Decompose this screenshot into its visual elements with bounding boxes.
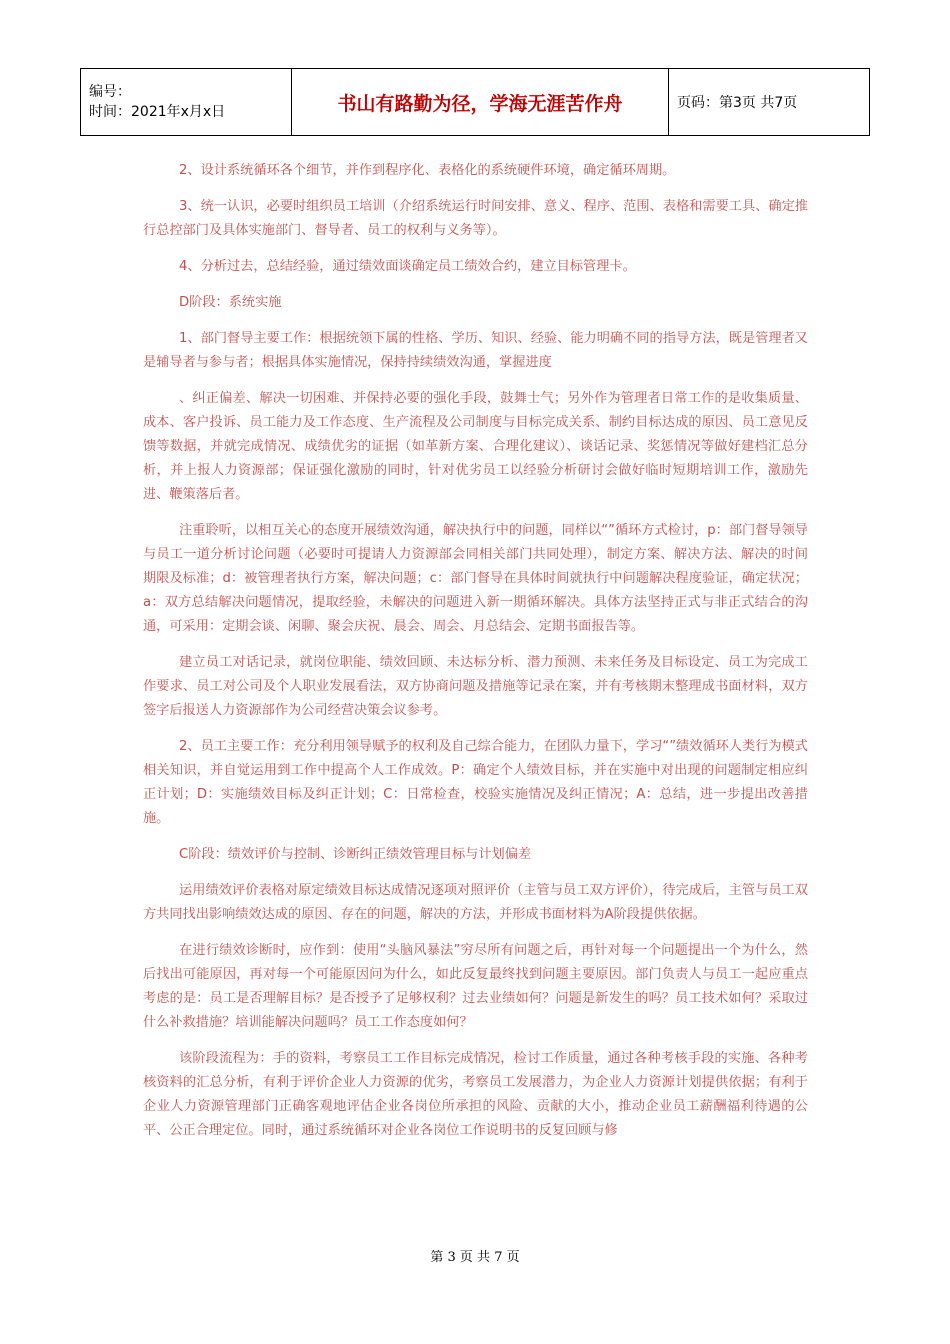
paragraph: 4、分析过去，总结经验，通过绩效面谈确定员工绩效合约，建立目标管理卡。 [179, 259, 636, 274]
paragraph: 注重聆听，以相互关心的态度开展绩效沟通，解决执行中的问题，同样以“”循环方式检讨，p：部门督导领导与员工一道分析讨论问题（必要时可提请人力资源部会同相关部门共同处理），制定方案、解决方法、解决的时间期限及标准；d：被管理者执行方案，解决问题；c：部门督导在具体时间就执行中问题解决程度验证，确定状况；a：双方总结解决问题情况，提取经验，未解决的问题进入新一期循环解决。具体方法坚持正式与非正式结合的沟通，可采用：定期会谈、闲聊、聚会庆祝、晨会、周会、月总结会、定期书面报告等。 [143, 523, 808, 634]
page-footer: 第 3 页 共 7 页 [430, 1250, 520, 1265]
section-heading: C阶段：绩效评价与控制、诊断纠正绩效管理目标与计划偏差 [179, 847, 532, 862]
paragraph: 该阶段流程为：手的资料，考察员工工作目标完成情况，检讨工作质量，通过各种考核手段的实施、各种考核资料的汇总分析，有利于评价企业人力资源的优劣，考察员工发展潜力，为企业人力资源计划提供依据；有利于企业人力资源管理部门正确客观地评估企业各岗位所承担的风险、贡献的大小，推动企业员工薪酬福利待遇的公平、公正合理定位。同时，通过系统循环对企业各岗位工作说明书的反复回顾与修 [143, 1051, 808, 1138]
document-number-label: 编号： [89, 84, 131, 100]
paragraph: 2、员工主要工作：充分利用领导赋予的权利及自己综合能力，在团队力量下，学习“”绩效循环人类行为模式相关知识，并自觉运用到工作中提高个人工作成效。P：确定个人绩效目标，并在实施中对出现的问题制定相应纠正计划；D：实施绩效目标及纠正计划；C：日常检查，校验实施情况及纠正情况；A：总结，进一步提出改善措施。 [143, 739, 808, 826]
paragraph: 运用绩效评价表格对原定绩效目标达成情况逐项对照评价（主管与员工双方评价），待完成后，主管与员工双方共同找出影响绩效达成的原因、存在的问题，解决的方法，并形成书面材料为A阶段提供依据。 [143, 883, 808, 922]
document-header [80, 68, 870, 136]
header-meta-cell [81, 69, 292, 136]
paragraph: 在进行绩效诊断时，应作到：使用“头脑风暴法”穷尽所有问题之后，再针对每一个问题提出一个为什么，然后找出可能原因，再对每一个可能原因问为什么，如此反复最终找到问题主要原因。部门负责人与员工一起应重点考虑的是：员工是否理解目标？是否授予了足够权利？过去业绩如何？问题是新发生的吗？员工技术如何？采取过什么补救措施？培训能解决问题吗？员工工作态度如何？ [143, 943, 808, 1030]
header-motto: 书山有路勤为径，学海无涯苦作舟 [292, 69, 669, 136]
section-heading: D阶段：系统实施 [179, 295, 282, 310]
document-body [143, 159, 808, 1155]
paragraph: 2、设计系统循环各个细节，并作到程序化、表格化的系统硬件环境，确定循环周期。 [179, 163, 676, 178]
paragraph: 1、部门督导主要工作：根据统领下属的性格、学历、知识、经验、能力明确不同的指导方法，既是管理者又是辅导者与参与者；根据具体实施情况，保持持续绩效沟通，掌握进度 [143, 331, 808, 370]
paragraph: 、纠正偏差、解决一切困难、并保持必要的强化手段，鼓舞士气；另外作为管理者日常工作的是收集质量、成本、客户投诉、员工能力及工作态度、生产流程及公司制度与目标完成关系、制约目标达成的原因、员工意见反馈等数据，并就完成情况、成绩优劣的证据（如革新方案、合理化建议）、谈话记录、奖惩情况等做好建档汇总分析，并上报人力资源部；保证强化激励的同时，针对优劣员工以经验分析研讨会做好临时短期培训工作，激励先进、鞭策落后者。 [143, 391, 808, 502]
paragraph: 建立员工对话记录，就岗位职能、绩效回顾、未达标分析、潜力预测、未来任务及目标设定、员工为完成工作要求、员工对公司及个人职业发展看法，双方协商问题及措施等记录在案，并有考核期末整理成书面材料，双方签字后报送人力资源部作为公司经营决策会议参考。 [143, 655, 808, 718]
header-page-label: 页码：第3页 共7页 [669, 69, 870, 136]
document-time-label: 时间：2021年x月x日 [89, 104, 226, 120]
paragraph: 3、统一认识，必要时组织员工培训（介绍系统运行时间安排、意义、程序、范围、表格和需要工具、确定推行总控部门及具体实施部门、督导者、员工的权利与义务等）。 [143, 199, 808, 238]
